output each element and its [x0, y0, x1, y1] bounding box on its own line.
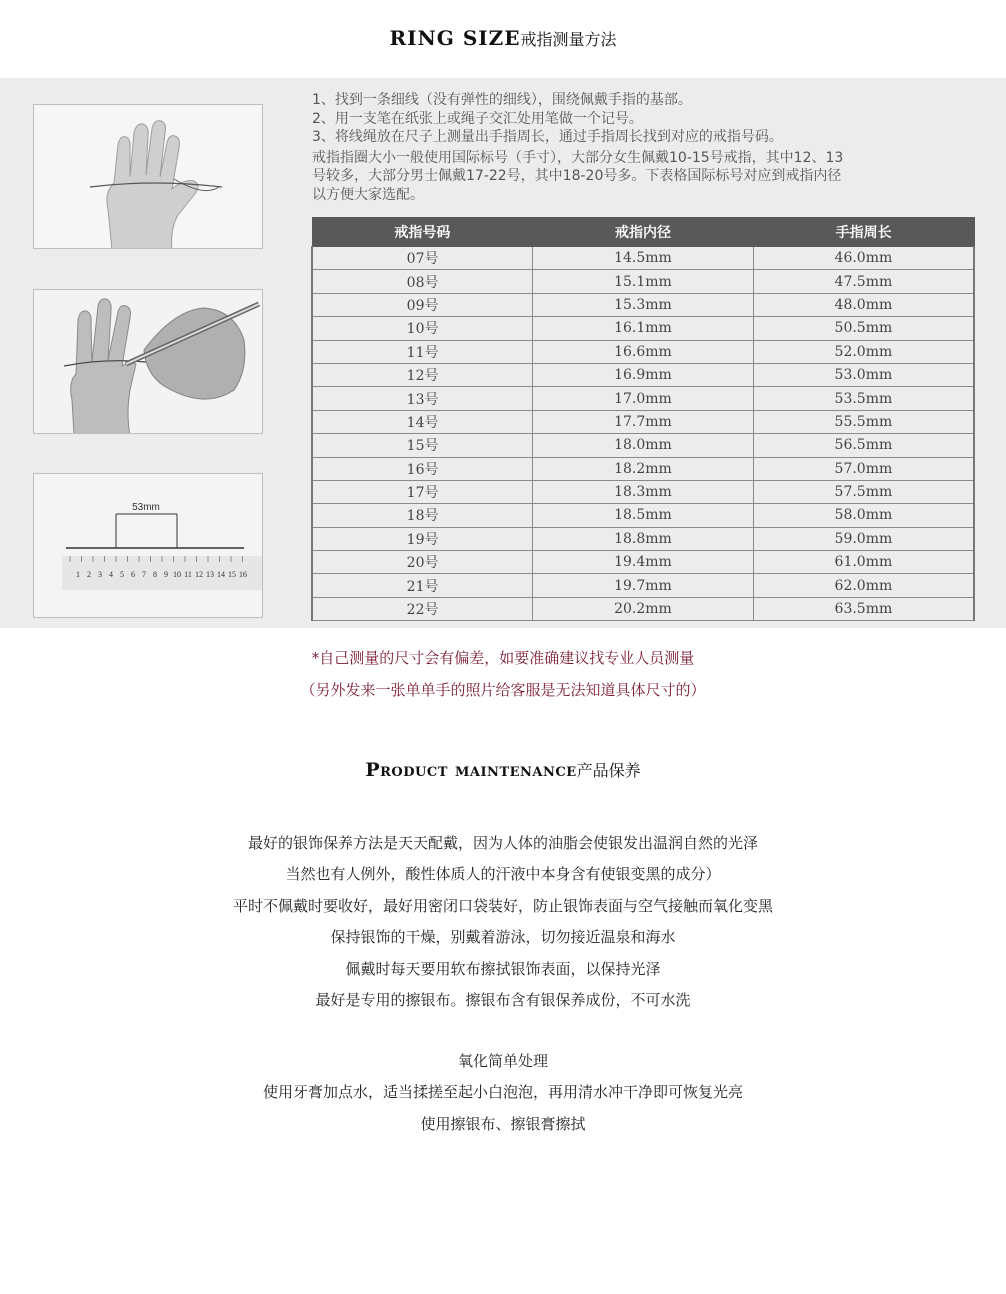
cell-circumference: 57.5mm: [753, 480, 974, 503]
cell-size: 12号: [312, 363, 533, 386]
cell-circumference: 52.0mm: [753, 340, 974, 363]
cell-size: 13号: [312, 387, 533, 410]
cell-circumference: 47.5mm: [753, 270, 974, 293]
table-row: [312, 293, 974, 316]
cell-diameter: 15.1mm: [533, 270, 754, 293]
table-row: [312, 410, 974, 433]
hand-pen-photo: [33, 289, 263, 434]
cell-size: 10号: [312, 317, 533, 340]
cell-size: 14号: [312, 410, 533, 433]
cell-circumference: 46.0mm: [753, 247, 974, 270]
ring-size-title-cn: 戒指测量方法: [520, 30, 617, 49]
maintenance-title-en: Product maintenance: [365, 759, 577, 781]
instruction-para-line: 戒指指圈大小一般使用国际标号（手寸），大部分女生佩戴10-15号戒指，其中12、13: [312, 149, 844, 166]
cell-size: 21号: [312, 574, 533, 597]
cell-size: 15号: [312, 434, 533, 457]
measure-label: 53mm: [132, 502, 160, 513]
cell-diameter: 19.4mm: [533, 551, 754, 574]
ruler-tick: 11: [184, 570, 192, 579]
cell-diameter: 17.0mm: [533, 387, 754, 410]
table-row: [312, 434, 974, 457]
cell-size: 17号: [312, 480, 533, 503]
cell-diameter: 16.6mm: [533, 340, 754, 363]
cell-size: 16号: [312, 457, 533, 480]
oxidation-heading: 氧化简单处理: [457, 1052, 548, 1070]
cell-diameter: 20.2mm: [533, 597, 754, 620]
photo-disclaimer: （另外发来一张单单手的照片给客服是无法知道具体尺寸的）: [300, 681, 706, 699]
cell-diameter: 18.8mm: [533, 527, 754, 550]
cell-circumference: 50.5mm: [753, 317, 974, 340]
maintenance-line: 当然也有人例外，酸性体质人的汗液中本身含有使银变黑的成分）: [285, 865, 721, 884]
oxidation-line: 使用擦银布、擦银膏擦拭: [420, 1114, 586, 1133]
cell-size: 07号: [312, 247, 533, 270]
cell-diameter: 17.7mm: [533, 410, 754, 433]
cell-circumference: 55.5mm: [753, 410, 974, 433]
cell-diameter: 18.3mm: [533, 480, 754, 503]
table-row: [312, 527, 974, 550]
cell-size: 09号: [312, 293, 533, 316]
table-row: [312, 457, 974, 480]
oxidation-text: [0, 1046, 1006, 1140]
ruler-tick: 13: [206, 570, 214, 579]
ruler-tick: 8: [153, 570, 157, 579]
maintenance-line: 佩戴时每天要用软布擦拭银饰表面，以保持光泽: [345, 959, 661, 978]
cell-diameter: 18.2mm: [533, 457, 754, 480]
table-row: [312, 597, 974, 620]
cell-circumference: 58.0mm: [753, 504, 974, 527]
cell-circumference: 56.5mm: [753, 434, 974, 457]
ruler-tick: 5: [120, 570, 124, 579]
ruler-tick: 9: [164, 570, 168, 579]
cell-size: 08号: [312, 270, 533, 293]
ruler-tick: 3: [98, 570, 102, 579]
ring-size-title: [0, 26, 1006, 50]
cell-circumference: 61.0mm: [753, 551, 974, 574]
ruler-tick: 6: [131, 570, 135, 579]
cell-circumference: 53.5mm: [753, 387, 974, 410]
cell-circumference: 57.0mm: [753, 457, 974, 480]
cell-circumference: 63.5mm: [753, 597, 974, 620]
maintenance-title-cn: 产品保养: [576, 761, 641, 780]
ruler-tick: 15: [228, 570, 236, 579]
cell-diameter: 19.7mm: [533, 574, 754, 597]
instructions: [312, 91, 974, 204]
maintenance-line: 平时不佩戴时要收好，最好用密闭口袋装好，防止银饰表面与空气接触而氧化变黑: [232, 896, 773, 915]
cell-size: 19号: [312, 527, 533, 550]
maintenance-line: 最好是专用的擦银布。擦银布含有银保养成份，不可水洗: [315, 991, 691, 1010]
hand-thread-photo: [33, 104, 263, 249]
cell-circumference: 62.0mm: [753, 574, 974, 597]
table-row: [312, 551, 974, 574]
cell-circumference: 53.0mm: [753, 363, 974, 386]
measurement-warning: *自己测量的尺寸会有偏差，如要准确建议找专业人员测量: [311, 649, 695, 667]
cell-size: 11号: [312, 340, 533, 363]
table-row: [312, 270, 974, 293]
ruler-tick: 12: [195, 570, 203, 579]
cell-diameter: 18.5mm: [533, 504, 754, 527]
ring-size-table: [311, 217, 975, 621]
header-finger-circumference: 手指周长: [753, 218, 974, 247]
header-inner-diameter: 戒指内径: [533, 218, 754, 247]
ruler-tick: 10: [173, 570, 181, 579]
table-row: [312, 574, 974, 597]
ruler-tick: 14: [217, 570, 225, 579]
cell-size: 22号: [312, 597, 533, 620]
header-ring-number: 戒指号码: [312, 218, 533, 247]
ruler-tick: 16: [239, 570, 247, 579]
cell-diameter: 16.1mm: [533, 317, 754, 340]
instruction-para-line: 号较多，大部分男士佩戴17-22号，其中18-20号多。下表格国际标号对应到戒指内径: [312, 168, 842, 184]
table-header-row: [312, 218, 974, 247]
cell-diameter: 14.5mm: [533, 247, 754, 270]
table-row: [312, 363, 974, 386]
cell-diameter: 15.3mm: [533, 293, 754, 316]
cell-circumference: 59.0mm: [753, 527, 974, 550]
table-row: [312, 340, 974, 363]
maintenance-text: [0, 828, 1006, 1016]
oxidation-line: 使用牙膏加点水，适当揉搓至起小白泡泡，再用清水冲干净即可恢复光亮: [262, 1083, 743, 1102]
table-row: [312, 317, 974, 340]
table-row: [312, 480, 974, 503]
cell-size: 18号: [312, 504, 533, 527]
table-row: [312, 247, 974, 270]
ruler-tick: 4: [109, 570, 113, 579]
instruction-step: 3、将线绳放在尺子上测量出手指周长，通过手指周长找到对应的戒指号码。: [312, 129, 783, 145]
ruler-photo: [33, 473, 263, 618]
table-row: [312, 387, 974, 410]
ruler-tick: 2: [87, 570, 91, 579]
table-row: [312, 504, 974, 527]
cell-size: 20号: [312, 551, 533, 574]
instruction-step: 2、用一支笔在纸张上或绳子交汇处用笔做一个记号。: [312, 110, 643, 127]
ruler-tick: 1: [76, 570, 80, 579]
instruction-para-line: 以方便大家选配。: [312, 186, 424, 203]
cell-diameter: 18.0mm: [533, 434, 754, 457]
maintenance-line: 最好的银饰保养方法是天天配戴，因为人体的油脂会使银发出温润自然的光泽: [247, 834, 758, 852]
ruler-tick: 7: [142, 570, 146, 579]
ring-size-title-en: RING SIZE: [389, 26, 521, 50]
cell-diameter: 16.9mm: [533, 363, 754, 386]
maintenance-line: 保持银饰的干燥，别戴着游泳，切勿接近温泉和海水: [330, 928, 676, 947]
instruction-step: 1、找到一条细线（没有弹性的细线），围绕佩戴手指的基部。: [312, 92, 692, 108]
cell-circumference: 48.0mm: [753, 293, 974, 316]
maintenance-title: [0, 758, 1006, 781]
